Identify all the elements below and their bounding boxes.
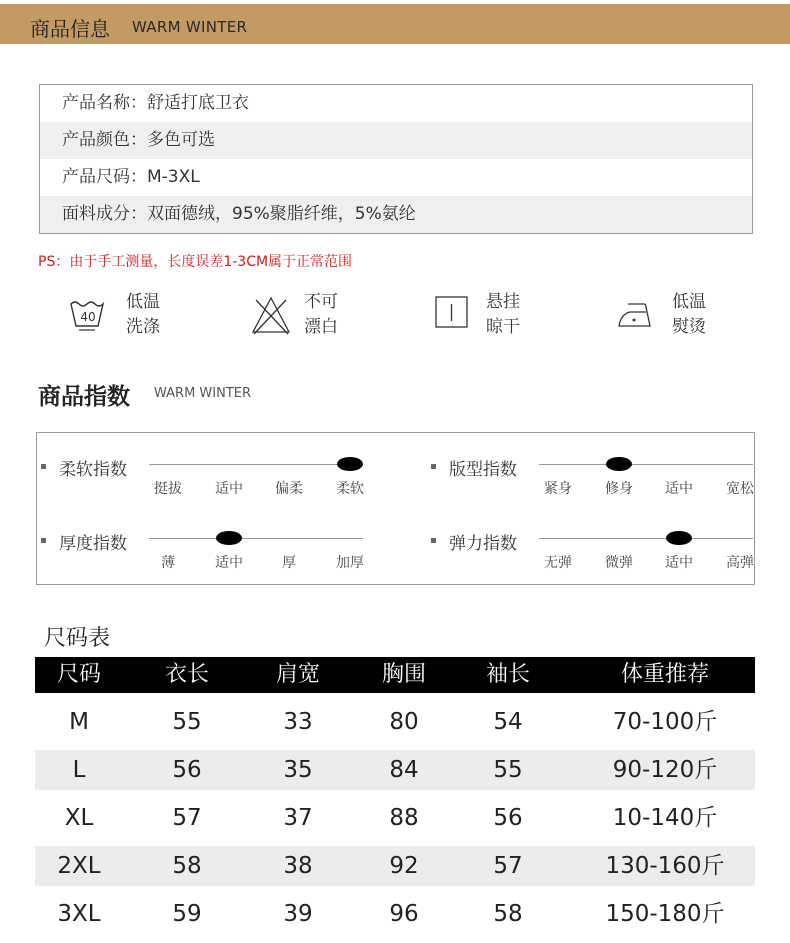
elasticity-track [539, 538, 753, 539]
table-row [35, 702, 755, 742]
table-cell: 150-180斤 [605, 901, 725, 927]
table-cell: 38 [283, 853, 313, 879]
care-iron-line2: 熨烫 [672, 317, 706, 337]
header-cell: 胸围 [381, 662, 427, 687]
care-wash-line1: 低温 [126, 292, 160, 312]
care-bleach-line2: 漂白 [304, 317, 338, 337]
softness-knob [337, 457, 363, 471]
elasticity-tick: 适中 [665, 555, 693, 571]
thickness-tick: 适中 [215, 555, 243, 571]
table-cell: 3XL [57, 901, 101, 927]
table-row [35, 846, 755, 886]
header-cell: 肩宽 [275, 662, 321, 687]
index-section-title: 商品指数 [38, 384, 130, 410]
fit-tick: 宽松 [726, 481, 754, 497]
elasticity-knob [666, 531, 692, 545]
care-dry-line2: 晾干 [486, 317, 520, 337]
bullet-icon [41, 464, 46, 469]
section-header-bar [0, 4, 790, 44]
table-cell: 54 [493, 709, 523, 735]
fit-knob [606, 457, 632, 471]
thickness-knob [216, 531, 242, 545]
table-cell: 59 [172, 901, 202, 927]
thickness-label: 厚度指数 [59, 534, 127, 554]
table-row [35, 750, 755, 790]
table-cell: 10-140斤 [612, 805, 718, 831]
table-cell: 92 [389, 853, 419, 879]
fit-label: 版型指数 [449, 460, 517, 480]
thickness-track [149, 538, 363, 539]
table-cell: 56 [172, 757, 202, 783]
thickness-tick: 加厚 [336, 555, 364, 571]
softness-track [149, 464, 363, 465]
thickness-tick: 厚 [282, 555, 296, 571]
softness-tick: 挺拔 [154, 481, 182, 497]
table-row [35, 894, 755, 934]
table-cell: 57 [172, 805, 202, 831]
care-wash-line2: 洗涤 [126, 317, 160, 337]
header-cell: 尺码 [56, 662, 102, 687]
table-cell: 58 [172, 853, 202, 879]
fit-track [539, 464, 753, 465]
svg-text:40: 40 [80, 310, 96, 324]
hang-dry-icon [434, 294, 470, 330]
softness-label: 柔软指数 [59, 460, 127, 480]
table-cell: 58 [493, 901, 523, 927]
table-cell: 37 [283, 805, 313, 831]
table-cell: 84 [389, 757, 419, 783]
elasticity-tick: 高弹 [726, 555, 754, 571]
fit-tick: 适中 [665, 481, 693, 497]
no-bleach-icon [250, 294, 292, 336]
softness-tick: 适中 [215, 481, 243, 497]
section-subtitle: WARM WINTER [132, 18, 248, 36]
table-cell: 35 [283, 757, 313, 783]
table-cell: 57 [493, 853, 523, 879]
bullet-icon [41, 538, 46, 543]
table-cell: L [72, 757, 86, 783]
care-iron-line1: 低温 [672, 292, 706, 312]
index-box [36, 432, 755, 585]
header-cell: 袖长 [485, 662, 531, 687]
table-cell: 80 [389, 709, 419, 735]
table-row [35, 798, 755, 838]
bullet-icon [431, 464, 436, 469]
table-cell: M [69, 709, 89, 735]
table-cell: 88 [389, 805, 419, 831]
softness-tick: 柔软 [336, 481, 364, 497]
header-cell: 体重推荐 [620, 662, 710, 687]
product-size-row: 产品尺码：M-3XL [62, 167, 200, 187]
product-name-row: 产品名称：舒适打底卫衣 [62, 93, 249, 113]
size-table-header [35, 657, 755, 693]
table-cell: 55 [172, 709, 202, 735]
elasticity-label: 弹力指数 [449, 534, 517, 554]
table-cell: 90-120斤 [612, 757, 718, 783]
index-section-subtitle: WARM WINTER [154, 386, 252, 401]
table-cell: 39 [283, 901, 313, 927]
table-cell: 33 [283, 709, 313, 735]
table-cell: 70-100斤 [612, 709, 718, 735]
bullet-icon [431, 538, 436, 543]
softness-tick: 偏柔 [275, 481, 303, 497]
size-table-title: 尺码表 [44, 626, 111, 651]
elasticity-tick: 无弹 [544, 555, 572, 571]
care-bleach-line1: 不可 [304, 292, 338, 312]
fit-tick: 紧身 [544, 481, 572, 497]
care-dry-line1: 悬挂 [486, 292, 520, 312]
table-cell: 2XL [57, 853, 101, 879]
wash-40-icon [68, 294, 108, 334]
table-cell: 56 [493, 805, 523, 831]
table-cell: 130-160斤 [605, 853, 725, 879]
elasticity-tick: 微弹 [605, 555, 633, 571]
header-cell: 衣长 [164, 662, 210, 687]
product-fabric-row: 面料成分：双面德绒，95%聚脂纤维，5%氨纶 [40, 196, 752, 233]
table-cell: XL [64, 805, 94, 831]
product-info-box [39, 84, 753, 234]
product-color-row: 产品颜色：多色可选 [40, 122, 752, 159]
thickness-tick: 薄 [161, 555, 175, 571]
table-cell: 55 [493, 757, 523, 783]
table-cell: 96 [389, 901, 419, 927]
low-iron-icon [616, 294, 656, 330]
measurement-note: PS：由于手工测量，长度误差1-3CM属于正常范围 [38, 254, 353, 270]
fit-tick: 修身 [605, 481, 633, 497]
section-title: 商品信息 [30, 17, 110, 41]
